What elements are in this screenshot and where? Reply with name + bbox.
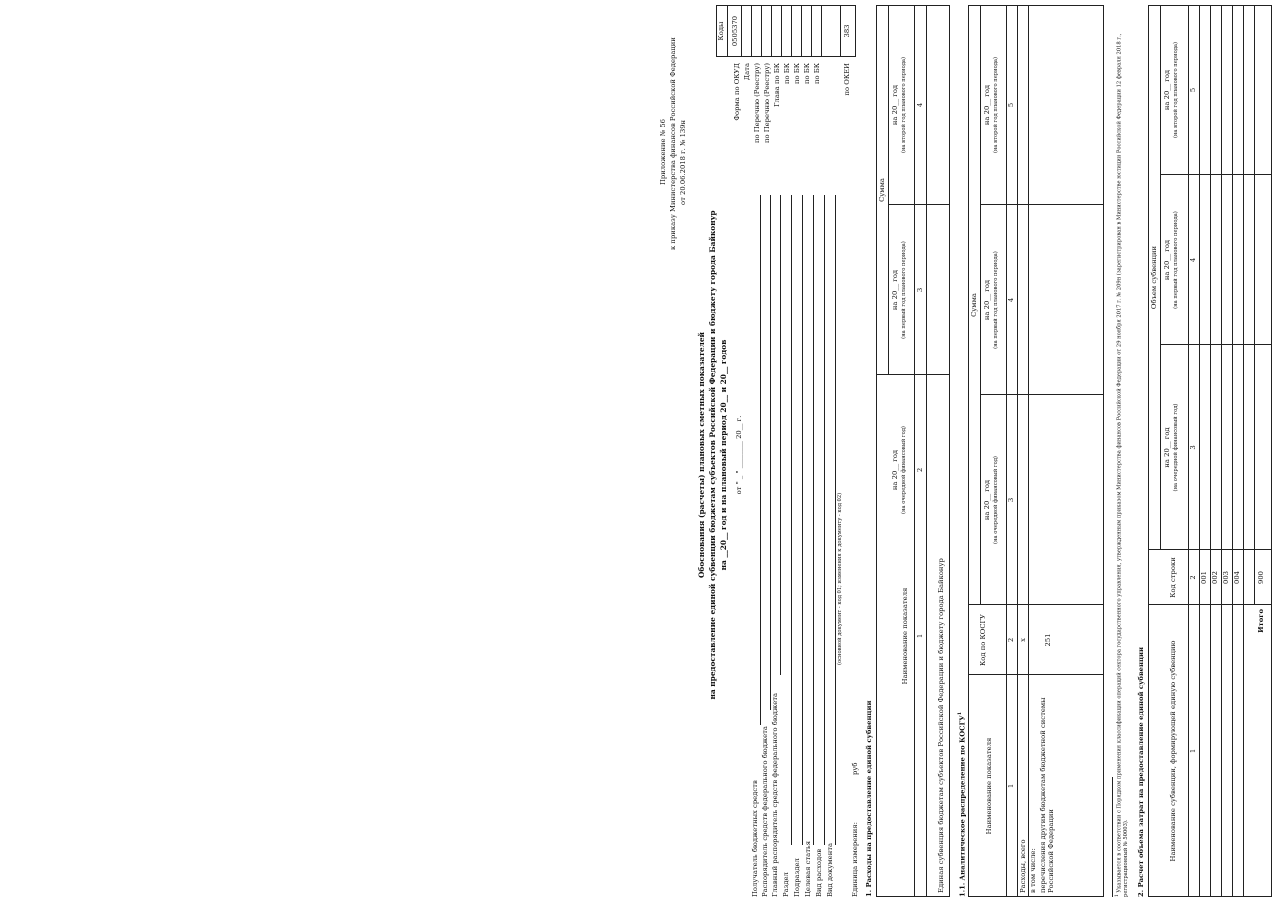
section2-row-line — [1243, 5, 1244, 897]
section2-row-code: 002 — [1211, 571, 1219, 584]
req-label-recipient: Получатель бюджетных средств — [751, 780, 759, 897]
section11-year2: на 20__ год — [983, 279, 991, 321]
footnote: $^1$ Указывается в соответствии с Порядком применения классификации операций сектора государственного управления, утвержденным приказом Министерства финансов Российской Федерации от 29 ноября 2017 г. № 209н (зарегистрирован в Министерстве юстиции Российской Федерации 12 февраля 2018 г., регистрационный № 50003). — [1115, 33, 1129, 897]
section11-year3-note: (на второй год планового периода) — [993, 56, 999, 154]
req-label-subsection: Подраздел — [793, 858, 801, 897]
right-label-date: Дата — [743, 63, 751, 81]
right-label-bk: по БК — [813, 63, 821, 85]
section2-year1-note: (на очередной финансовый год) — [1173, 403, 1179, 492]
code-okud: 0505370 — [731, 15, 739, 47]
req-label-target: Целевая статья — [804, 841, 812, 897]
req-label-doc-type: Вид документа — [826, 842, 834, 897]
req-label-main-distributor: Главный распорядитель средств федерального бюджета — [771, 692, 779, 897]
section11-year3: на 20__ год — [983, 84, 991, 126]
right-label-head-bk: Глава по БК — [773, 63, 781, 107]
unit-value: руб — [851, 762, 859, 775]
section11-col-code: Код по КОСГУ — [979, 614, 987, 666]
section2-row-line — [1221, 5, 1222, 897]
section1-title: 1. Расходы на предоставление единой субвенции — [865, 700, 873, 897]
section2-header-line — [1160, 5, 1161, 550]
section1-row-label: Единая субвенция бюджетам субъектов Российской Федерации и бюджету города Байконур — [937, 558, 945, 893]
req-line — [780, 195, 781, 675]
right-label-registry: по Перечню (Реестру) — [753, 63, 761, 144]
section11-row-total: Расходы, всего — [1019, 839, 1027, 893]
section2-n2: 2 — [1189, 575, 1197, 580]
section1-col-sum: Сумма — [878, 178, 886, 202]
section11-row-line — [1028, 5, 1029, 897]
req-label-expense-type: Вид расходов — [815, 848, 823, 897]
section1-number-line — [914, 5, 915, 897]
section11-row-including: в том числе: — [1029, 848, 1037, 893]
rotated-form-page — [640, 0, 1280, 905]
section2-year3: на 20__ год — [1163, 69, 1171, 111]
section1-year1-note: (на очередной финансовый год) — [901, 426, 907, 514]
section1-n4: 4 — [916, 102, 924, 108]
doc-title-line2: на предоставление единой субвенции бюджетам субъектов Российской Федерации и бюджету города Байконур — [708, 210, 717, 700]
section11-values-box — [1017, 5, 1104, 675]
section11-number-line — [1006, 5, 1007, 897]
appendix-number: Приложение № 56 — [659, 119, 667, 185]
section2-col-name: Наименование субвенции, формирующей единую субвенцию — [1169, 640, 1177, 862]
codes-row-line — [761, 5, 762, 57]
section1-n2: 2 — [916, 467, 924, 473]
section1-year2: на 20__ год — [891, 269, 899, 311]
doc-title-line3: на __20__ год и на плановый период 20__ и 20__ годов — [719, 339, 728, 571]
req-label-section: Раздел — [782, 872, 790, 897]
right-label-okud: Форма по ОКУД — [733, 63, 741, 121]
section2-n3: 3 — [1189, 445, 1197, 450]
section2-n5: 5 — [1189, 87, 1197, 93]
section1-n1: 1 — [916, 633, 924, 639]
code-okei: 383 — [843, 24, 851, 38]
doc-title-line1: Обоснования (расчеты) плановых сметных показателей — [697, 331, 706, 579]
section11-col-sum: Сумма — [970, 293, 978, 317]
req-line — [802, 195, 803, 845]
codes-row-line — [791, 5, 792, 57]
codes-row-line — [771, 5, 772, 57]
codes-row-line — [811, 5, 812, 57]
codes-row-line — [840, 5, 841, 57]
section11-year1-note: (на очередной финансовый год) — [993, 456, 999, 544]
section2-row-code: 001 — [1200, 571, 1208, 584]
right-label-okei: по ОКЕИ — [843, 63, 851, 96]
section11-row-total-code: x — [1019, 638, 1027, 642]
unit-label: Единица измерения: — [851, 822, 859, 897]
req-line — [813, 195, 814, 845]
req-line — [835, 195, 836, 845]
codes-header: Коды — [717, 21, 725, 41]
section2-col-volume: Объем субвенции — [1150, 245, 1158, 310]
section1-header-line — [888, 5, 889, 375]
section11-n1: 1 — [1007, 783, 1015, 789]
section1-year3: на 20__ год — [891, 84, 899, 126]
section2-year2: на 20__ год — [1163, 239, 1171, 281]
section11-year1: на 20__ год — [983, 479, 991, 521]
order-date: от 20.06.2018 г. № 139н — [679, 119, 687, 205]
section2-number-line — [1188, 5, 1189, 897]
section2-total-code: 900 — [1257, 571, 1265, 584]
right-label-bk: по БК — [793, 63, 801, 85]
section2-row-code: 003 — [1222, 571, 1230, 584]
footnote-separator — [1112, 777, 1113, 897]
codes-row-line — [821, 5, 822, 57]
section1-col-name: Наименование показателя — [901, 587, 909, 685]
doc-date-line: от " _ " ________ 20__ г. — [735, 415, 743, 495]
section2-year2-note: (на первый год планового периода) — [1173, 211, 1179, 309]
codes-row-line — [751, 5, 752, 57]
section2-row-line — [1210, 5, 1211, 897]
order-line: к приказу Министерства финансов Российской Федерации — [669, 37, 677, 250]
section1-n3: 3 — [916, 287, 924, 293]
codes-row-line — [801, 5, 802, 57]
section2-year1: на 20__ год — [1163, 427, 1171, 468]
req-label-distributor: Распорядитель средств федерального бюджета — [761, 726, 769, 897]
section11-year2-note: (на первый год планового периода) — [993, 251, 999, 349]
req-line — [760, 195, 761, 725]
doc-type-note: (основной документ - код 01; изменения к документу - код 02) — [837, 492, 843, 665]
section11-col-name: Наименование показателя — [985, 737, 993, 835]
section11-n5: 5 — [1007, 102, 1015, 108]
section11-n3: 3 — [1007, 497, 1015, 503]
req-line — [791, 195, 792, 845]
section2-year3-note: (на второй год планового периода) — [1173, 41, 1179, 139]
codes-row-line — [781, 5, 782, 57]
section1-year3-note: (на второй год планового периода) — [901, 56, 907, 154]
section11-title: 1.1. Аналитическое распределение по КОСГУ$^1$ — [957, 711, 967, 897]
section2-col-code: Код строки — [1169, 557, 1177, 598]
section2-title: 2. Расчет объема затрат на предоставление единой субвенции — [1137, 646, 1145, 897]
section2-row-line — [1232, 5, 1233, 897]
right-label-bk: по БК — [803, 63, 811, 85]
section2-n4: 4 — [1189, 257, 1197, 263]
section2-total-label: Итого — [1257, 609, 1265, 633]
section1-year2-note: (на первый год планового периода) — [901, 241, 907, 339]
section11-n4: 4 — [1007, 297, 1015, 303]
section2-n1: 1 — [1189, 748, 1197, 754]
right-label-registry: по Перечню (Реестру) — [763, 63, 771, 144]
req-line — [770, 195, 771, 710]
section2-row-code: 004 — [1233, 571, 1241, 584]
section11-row-transfers: перечисления другим бюджетам бюджетной системы Российской Федерации — [1039, 697, 1055, 893]
codes-row-line — [741, 5, 742, 57]
section1-year1: на 20__ год — [891, 449, 899, 491]
section11-n2: 2 — [1007, 637, 1015, 643]
req-line — [824, 195, 825, 845]
right-label-bk: по БК — [783, 63, 791, 85]
section11-header-line — [980, 5, 981, 605]
section11-row-transfers-code: 251 — [1044, 633, 1052, 647]
section2-row-line — [1254, 5, 1255, 605]
